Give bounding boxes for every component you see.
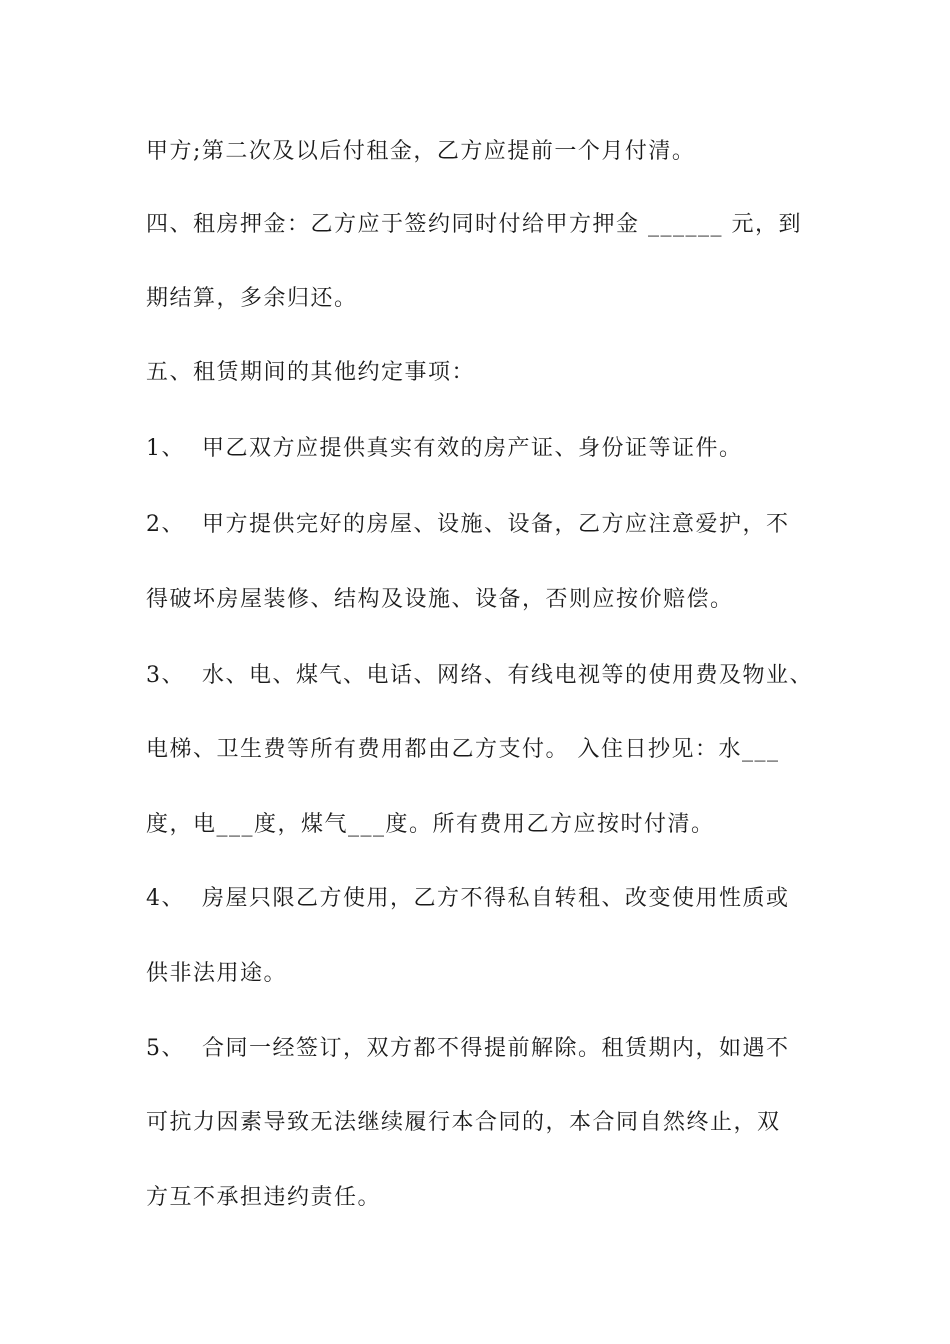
text-line: 度，电___度，煤气___度。所有费用乙方应按时付清。 [146, 812, 715, 837]
text-line: 方互不承担违约责任。 [146, 1185, 382, 1210]
text-line: 四、租房押金：乙方应于签约同时付给甲方押金 ______ 元，到 [146, 212, 802, 237]
text-line: 3、 水、电、煤气、电话、网络、有线电视等的使用费及物业、 [146, 663, 813, 688]
text-line: 4、 房屋只限乙方使用，乙方不得私自转租、改变使用性质或 [146, 886, 790, 911]
text-line: 甲方;第二次及以后付租金，乙方应提前一个月付清。 [146, 139, 696, 164]
text-line: 5、 合同一经签订，双方都不得提前解除。租赁期内，如遇不 [146, 1036, 790, 1061]
text-line: 供非法用途。 [146, 961, 288, 986]
text-line: 2、 甲方提供完好的房屋、设施、设备，乙方应注意爱护，不 [146, 512, 790, 537]
text-line: 五、租赁期间的其他约定事项： [146, 360, 476, 385]
text-line: 电梯、卫生费等所有费用都由乙方支付。 入住日抄见：水___ [146, 737, 780, 762]
text-line: 得破坏房屋装修、结构及设施、设备，否则应按价赔偿。 [146, 587, 734, 612]
text-line: 可抗力因素导致无法继续履行本合同的，本合同自然终止，双 [146, 1110, 781, 1135]
text-line: 期结算，多余归还。 [146, 286, 358, 311]
text-line: 1、 甲乙双方应提供真实有效的房产证、身份证等证件。 [146, 436, 743, 461]
